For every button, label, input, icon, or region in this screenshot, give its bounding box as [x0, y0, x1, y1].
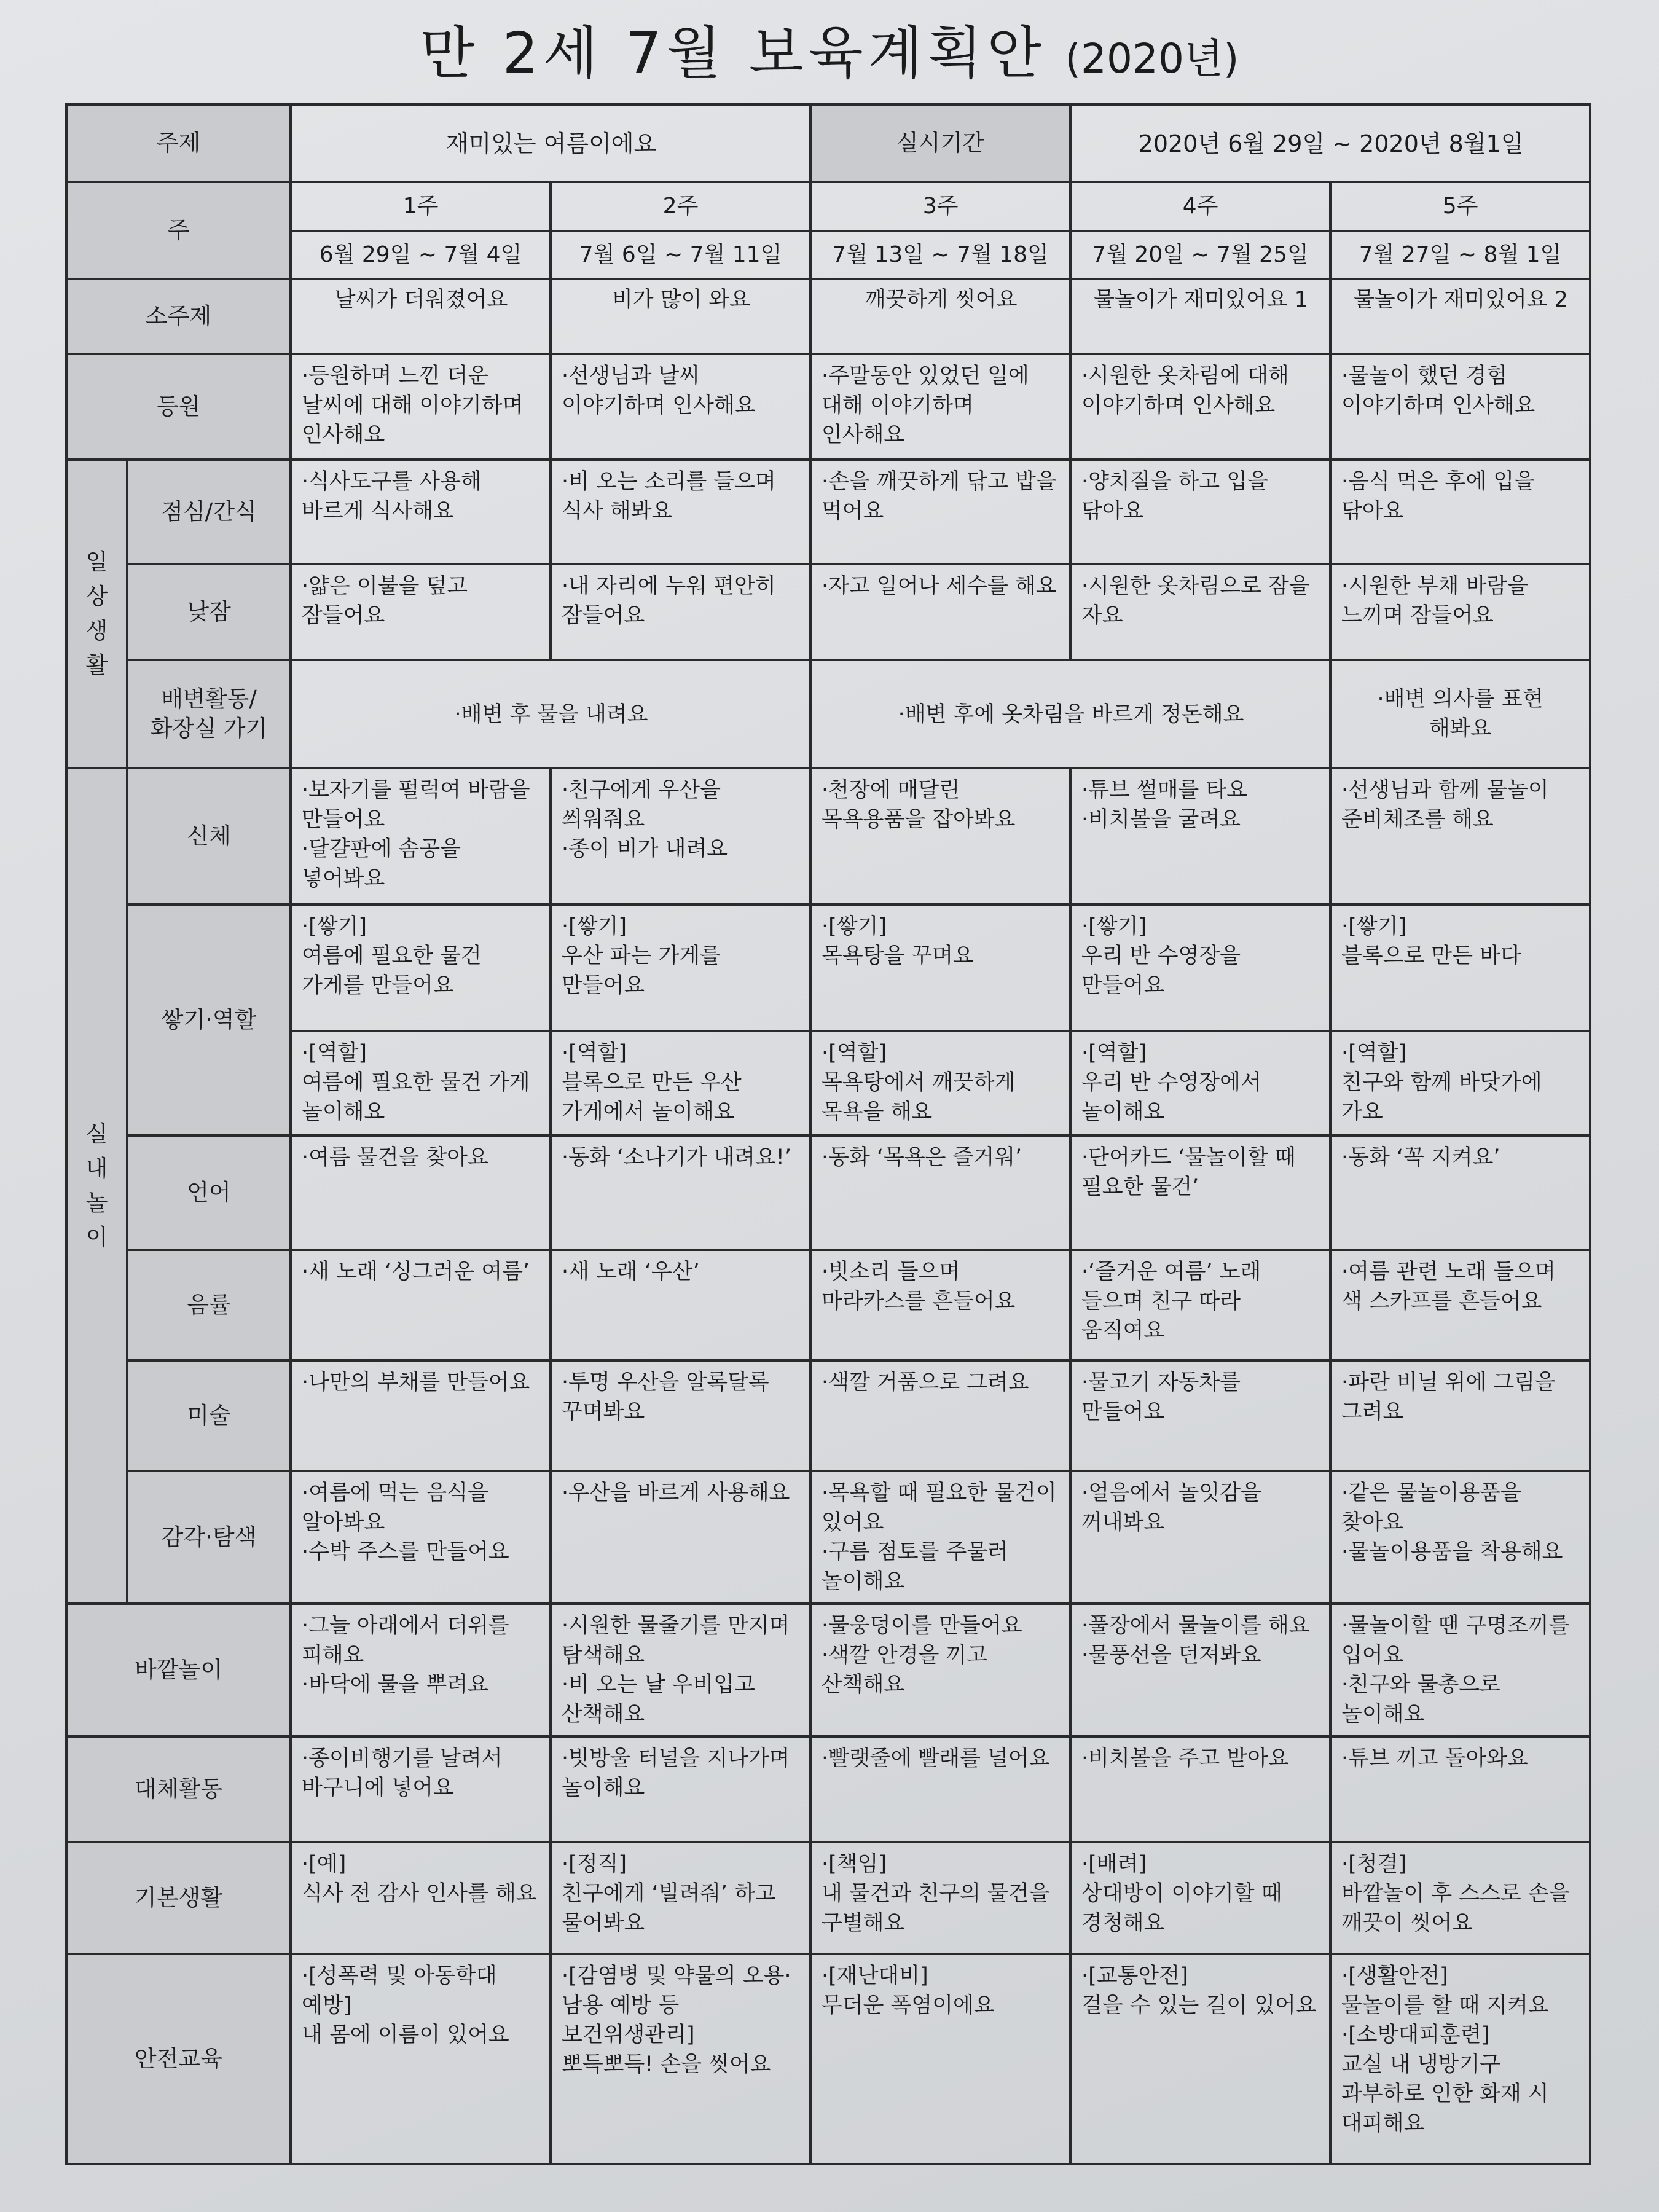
- outdoor-week-1: [291, 1604, 551, 1736]
- subtopic-label: 소주제: [66, 279, 291, 354]
- art-row: [66, 1360, 1590, 1471]
- list-item: ·색깔 거품으로 그려요: [822, 1370, 1029, 1395]
- list-item: ·빗방울 터널을 지나가며 놀이해요: [562, 1746, 790, 1800]
- music-week-3: [810, 1250, 1070, 1360]
- category-char: 일: [85, 549, 108, 575]
- blocks-role-label: 쌓기·역할: [127, 904, 291, 1135]
- meal-week-2: [551, 460, 810, 564]
- list-item: ·[쌓기]: [1341, 914, 1407, 939]
- sensory-week-3: [810, 1471, 1070, 1604]
- list-item: ·[역할]: [1081, 1041, 1147, 1065]
- week-label: 주: [66, 182, 291, 279]
- list-item: 우리 반 수영장을 만들어요: [1081, 944, 1241, 998]
- list-item: ·비 오는 소리를 들으며 식사 해봐요: [562, 469, 776, 524]
- list-item: ·구름 점토를 주물러 놀이해요: [822, 1540, 1008, 1594]
- category-char: 생: [85, 618, 108, 644]
- list-item: 친구와 함께 바닷가에 가요: [1341, 1070, 1542, 1124]
- list-item: ·[쌓기]: [562, 914, 627, 939]
- arrival-week-1: [291, 354, 551, 460]
- list-item: ·물풍선을 던져봐요: [1081, 1643, 1261, 1668]
- week-3-dates: 7월 13일 ~ 7월 18일: [810, 231, 1070, 279]
- arrival-week-5: [1330, 354, 1590, 460]
- list-item: 뽀득뽀득! 손을 씻어요: [562, 2052, 771, 2077]
- list-item: ·내 자리에 누워 편안히 잠들어요: [562, 574, 776, 628]
- list-item: ·동화 ‘소나기가 내려요!’: [562, 1145, 791, 1170]
- physical-row: [66, 768, 1590, 904]
- page-title: [0, 14, 1659, 93]
- list-item: 내 몸에 이름이 있어요: [302, 2023, 509, 2047]
- list-item: ·동화 ‘꼭 지켜요’: [1341, 1145, 1500, 1170]
- art-week-1: [291, 1360, 551, 1471]
- list-item: ·종이 비가 내려요: [562, 837, 728, 861]
- role-row: [66, 1031, 1590, 1135]
- list-item: 친구에게 ‘빌려줘’ 하고 물어봐요: [562, 1881, 776, 1936]
- list-item: ·시원한 옷차림에 대해 이야기하며 인사해요: [1081, 364, 1289, 418]
- meal-week-3: [810, 460, 1070, 564]
- sensory-week-2: [551, 1471, 810, 1604]
- sensory-week-5: [1330, 1471, 1590, 1604]
- list-item: ·친구에게 우산을 씌워줘요: [562, 778, 721, 832]
- list-item: ·[역할]: [822, 1041, 887, 1065]
- subtopic-2: 비가 많이 와요: [551, 279, 810, 354]
- list-item: ·시원한 물줄기를 만지며 탐색해요: [562, 1614, 790, 1668]
- nap-week-5: [1330, 564, 1590, 660]
- physical-week-1: [291, 768, 551, 904]
- list-item: 걸을 수 있는 길이 있어요: [1081, 1993, 1317, 2018]
- list-item: ·[배려]: [1081, 1852, 1147, 1877]
- list-item: ·선생님과 함께 물놀이 준비체조를 해요: [1341, 778, 1549, 832]
- safety-week-1: [291, 1954, 551, 2164]
- toilet-label: [127, 660, 291, 768]
- basic-life-row: [66, 1842, 1590, 1954]
- sensory-label: 감각·탐색: [127, 1471, 291, 1604]
- list-item: 블록으로 만든 바다: [1341, 944, 1521, 968]
- list-item: 내 물건과 친구의 물건을 구별해요: [822, 1881, 1050, 1936]
- alternative-week-4: [1070, 1736, 1330, 1842]
- list-item: ·[역할]: [1341, 1041, 1407, 1065]
- date-row: [66, 231, 1590, 279]
- meal-week-5: [1330, 460, 1590, 564]
- list-item: ·새 노래 ‘우산’: [562, 1260, 700, 1284]
- list-item: ·비 오는 날 우비입고 산책해요: [562, 1673, 755, 1727]
- category-char: 놀: [85, 1190, 108, 1216]
- title-main: 만 2세 7월 보육계획안: [420, 20, 1047, 86]
- list-item: ·식사도구를 사용해 바르게 식사해요: [302, 469, 482, 524]
- week-1: 1주: [291, 182, 551, 231]
- list-item: ·[쌓기]: [822, 914, 887, 939]
- meal-label: 점심/간식: [127, 460, 291, 564]
- blocks-week-2: [551, 904, 810, 1031]
- week-2: 2주: [551, 182, 810, 231]
- list-item: 무더운 폭염이에요: [822, 1993, 995, 2018]
- period-label: 실시기간: [810, 104, 1070, 182]
- nap-row: [66, 564, 1590, 660]
- art-week-2: [551, 1360, 810, 1471]
- list-item: ·여름에 먹는 음식을 알아봐요: [302, 1481, 488, 1535]
- list-item: ·양치질을 하고 입을 닦아요: [1081, 469, 1268, 524]
- blocks-week-1: [291, 904, 551, 1031]
- safety-row: [66, 1954, 1590, 2164]
- week-row: [66, 182, 1590, 231]
- list-item: ·수박 주스를 만들어요: [302, 1540, 509, 1564]
- outdoor-label: 바깥놀이: [66, 1604, 291, 1736]
- language-label: 언어: [127, 1135, 291, 1250]
- list-item: ·목욕할 때 필요한 물건이 있어요: [822, 1481, 1057, 1535]
- basic-week-2: [551, 1842, 810, 1954]
- alternative-week-1: [291, 1736, 551, 1842]
- subtopic-4: 물놀이가 재미있어요 1: [1070, 279, 1330, 354]
- list-item: ·[성폭력 및 아동학대 예방]: [302, 1964, 497, 2018]
- list-item: ·투명 우산을 알록달록 꾸며봐요: [562, 1370, 769, 1424]
- physical-week-5: [1330, 768, 1590, 904]
- list-item: 교실 내 냉방기구 과부하로 인한 화재 시 대피해요: [1341, 2052, 1549, 2136]
- role-week-5: [1330, 1031, 1590, 1135]
- list-item: ·색깔 안경을 끼고 산책해요: [822, 1643, 988, 1697]
- list-item: ·얇은 이불을 덮고 잠들어요: [302, 574, 468, 628]
- blocks-week-3: [810, 904, 1070, 1031]
- list-item: ·[쌓기]: [1081, 914, 1147, 939]
- nap-week-2: [551, 564, 810, 660]
- music-week-5: [1330, 1250, 1590, 1360]
- list-item: ·종이비행기를 날려서 바구니에 넣어요: [302, 1746, 503, 1800]
- nap-week-1: [291, 564, 551, 660]
- sensory-row: [66, 1471, 1590, 1604]
- music-week-4: [1070, 1250, 1330, 1360]
- list-item: ·자고 일어나 세수를 해요: [822, 574, 1057, 598]
- basic-life-label: 기본생활: [66, 1842, 291, 1954]
- list-item: ·물놀이할 땐 구명조끼를 입어요: [1341, 1614, 1570, 1668]
- list-item: 블록으로 만든 우산 가게에서 놀이해요: [562, 1070, 742, 1124]
- list-item: ·비치볼을 주고 받아요: [1081, 1746, 1289, 1771]
- physical-week-3: [810, 768, 1070, 904]
- physical-label: 신체: [127, 768, 291, 904]
- list-item: ·시원한 옷차림으로 잠을 자요: [1081, 574, 1310, 628]
- basic-week-5: [1330, 1842, 1590, 1954]
- art-label: 미술: [127, 1360, 291, 1471]
- music-label: 음률: [127, 1250, 291, 1360]
- list-item: ·주말동안 있었던 일에 대해 이야기하며 인사해요: [822, 364, 1029, 447]
- week-4: 4주: [1070, 182, 1330, 231]
- physical-week-2: [551, 768, 810, 904]
- sensory-week-4: [1070, 1471, 1330, 1604]
- toilet-weeks-1-2: ·배변 후 물을 내려요: [291, 660, 810, 768]
- sensory-week-1: [291, 1471, 551, 1604]
- list-item: ·손을 깨끗하게 닦고 밥을 먹어요: [822, 469, 1057, 524]
- list-item: ·[교통안전]: [1081, 1964, 1188, 1988]
- category-char: 상: [85, 583, 108, 610]
- week-2-dates: 7월 6일 ~ 7월 11일: [551, 231, 810, 279]
- list-item: ·나만의 부채를 만들어요: [302, 1370, 530, 1395]
- music-week-1: [291, 1250, 551, 1360]
- meal-week-4: [1070, 460, 1330, 564]
- art-week-3: [810, 1360, 1070, 1471]
- list-item: ·[역할]: [562, 1041, 627, 1065]
- list-item: ·같은 물놀이용품을 찾아요: [1341, 1481, 1521, 1535]
- list-item: ·파란 비닐 위에 그림을 그려요: [1341, 1370, 1556, 1424]
- list-item: ·[생활안전]: [1341, 1964, 1448, 1988]
- toilet-week-5: ·배변 의사를 표현 해봐요: [1330, 660, 1590, 768]
- list-item: ·[역할]: [302, 1041, 367, 1065]
- alternative-row: [66, 1736, 1590, 1842]
- subtopic-5: 물놀이가 재미있어요 2: [1330, 279, 1590, 354]
- list-item: ·풀장에서 물놀이를 해요: [1081, 1614, 1310, 1638]
- list-item: 식사 전 감사 인사를 해요: [302, 1881, 537, 1906]
- safety-week-5: [1330, 1954, 1590, 2164]
- outdoor-row: [66, 1604, 1590, 1736]
- list-item: ·얼음에서 놀잇감을 꺼내봐요: [1081, 1481, 1261, 1535]
- list-item: ·우산을 바르게 사용해요: [562, 1481, 790, 1505]
- week-1-dates: 6월 29일 ~ 7월 4일: [291, 231, 551, 279]
- role-week-4: [1070, 1031, 1330, 1135]
- outdoor-week-3: [810, 1604, 1070, 1736]
- week-4-dates: 7월 20일 ~ 7월 25일: [1070, 231, 1330, 279]
- nap-week-3: [810, 564, 1070, 660]
- alternative-week-3: [810, 1736, 1070, 1842]
- outdoor-week-5: [1330, 1604, 1590, 1736]
- nap-label: 낮잠: [127, 564, 291, 660]
- language-row: [66, 1135, 1590, 1250]
- basic-week-3: [810, 1842, 1070, 1954]
- toilet-label-line2: 화장실 가기: [150, 715, 268, 742]
- music-week-2: [551, 1250, 810, 1360]
- list-item: ·천장에 매달린 목욕용품을 잡아봐요: [822, 778, 1016, 832]
- meal-week-1: [291, 460, 551, 564]
- basic-week-1: [291, 1842, 551, 1954]
- topic-row: [66, 104, 1590, 182]
- outdoor-week-4: [1070, 1604, 1330, 1736]
- category-char: 이: [85, 1224, 108, 1250]
- topic-label: 주제: [66, 104, 291, 182]
- safety-week-4: [1070, 1954, 1330, 2164]
- alternative-week-2: [551, 1736, 810, 1842]
- list-item: ·비치볼을 굴려요: [1081, 807, 1241, 832]
- blocks-week-5: [1330, 904, 1590, 1031]
- topic-value: 재미있는 여름이에요: [291, 104, 810, 182]
- list-item: ·[예]: [302, 1852, 347, 1877]
- role-week-2: [551, 1031, 810, 1135]
- list-item: ·달걀판에 솜공을 넣어봐요: [302, 837, 461, 891]
- week-5-dates: 7월 27일 ~ 8월 1일: [1330, 231, 1590, 279]
- list-item: ·여름 물건을 찾아요: [302, 1145, 488, 1170]
- list-item: ·물고기 자동차를 만들어요: [1081, 1370, 1241, 1424]
- toilet-row: [66, 660, 1590, 768]
- list-item: ·새 노래 ‘싱그러운 여름’: [302, 1260, 530, 1284]
- basic-week-4: [1070, 1842, 1330, 1954]
- category-indoor-play: [66, 768, 127, 1604]
- blocks-row: [66, 904, 1590, 1031]
- list-item: ·친구와 물총으로 놀이해요: [1341, 1673, 1500, 1727]
- music-row: [66, 1250, 1590, 1360]
- language-week-1: [291, 1135, 551, 1250]
- alternative-week-5: [1330, 1736, 1590, 1842]
- list-item: 우산 파는 가게를 만들어요: [562, 944, 721, 998]
- list-item: 목욕탕에서 깨끗하게 목욕을 해요: [822, 1070, 1016, 1124]
- role-week-1: [291, 1031, 551, 1135]
- safety-week-3: [810, 1954, 1070, 2164]
- list-item: ·선생님과 날씨 이야기하며 인사해요: [562, 364, 756, 418]
- art-week-5: [1330, 1360, 1590, 1471]
- list-item: ·[소방대피훈련]: [1341, 2023, 1490, 2047]
- subtopic-1: 날씨가 더워졌어요: [291, 279, 551, 354]
- period-value: 2020년 6월 29일 ~ 2020년 8월1일: [1070, 104, 1590, 182]
- arrival-week-2: [551, 354, 810, 460]
- list-item: ·물놀이용품을 착용해요: [1341, 1540, 1563, 1564]
- arrival-week-4: [1070, 354, 1330, 460]
- blocks-week-4: [1070, 904, 1330, 1031]
- language-week-2: [551, 1135, 810, 1250]
- arrival-label: 등원: [66, 354, 291, 460]
- plan-table: [65, 103, 1591, 2165]
- language-week-4: [1070, 1135, 1330, 1250]
- role-week-3: [810, 1031, 1070, 1135]
- list-item: ·물놀이 했던 경험 이야기하며 인사해요: [1341, 364, 1535, 418]
- list-item: ·동화 ‘목욕은 즐거워’: [822, 1145, 1022, 1170]
- list-item: ·[청결]: [1341, 1852, 1407, 1877]
- language-week-5: [1330, 1135, 1590, 1250]
- alternative-label: 대체활동: [66, 1736, 291, 1842]
- category-char: 실: [85, 1121, 108, 1147]
- list-item: ·보자기를 펄럭여 바람을 만들어요: [302, 778, 530, 832]
- list-item: ·[정직]: [562, 1852, 627, 1877]
- list-item: ·빗소리 들으며 마라카스를 흔들어요: [822, 1260, 1016, 1314]
- category-daily-life: [66, 460, 127, 768]
- subtopic-3: 깨끗하게 씻어요: [810, 279, 1070, 354]
- list-item: ·빨랫줄에 빨래를 널어요: [822, 1746, 1050, 1771]
- language-week-3: [810, 1135, 1070, 1250]
- week-3: 3주: [810, 182, 1070, 231]
- toilet-weeks-3-4: ·배변 후에 옷차림을 바르게 정돈해요: [810, 660, 1330, 768]
- category-char: 내: [85, 1155, 108, 1182]
- list-item: 바깥놀이 후 스스로 손을 깨끗이 씻어요: [1341, 1881, 1570, 1936]
- list-item: ·튜브 썰매를 타요: [1081, 778, 1248, 802]
- list-item: 목욕탕을 꾸며요: [822, 944, 974, 968]
- meal-row: [66, 460, 1590, 564]
- list-item: 물놀이를 할 때 지켜요: [1341, 1993, 1549, 2018]
- safety-label: 안전교육: [66, 1954, 291, 2164]
- list-item: 여름에 필요한 물건 가게 놀이해요: [302, 1070, 530, 1124]
- list-item: 상대방이 이야기할 때 경청해요: [1081, 1881, 1282, 1936]
- physical-week-4: [1070, 768, 1330, 904]
- list-item: ·‘즐거운 여름’ 노래 들으며 친구 따라 움직여요: [1081, 1260, 1261, 1343]
- list-item: ·[재난대비]: [822, 1964, 928, 1988]
- title-year: (2020년): [1065, 35, 1239, 82]
- list-item: ·시원한 부채 바람을 느끼며 잠들어요: [1341, 574, 1528, 628]
- list-item: ·튜브 끼고 돌아와요: [1341, 1746, 1528, 1771]
- list-item: ·[쌓기]: [302, 914, 367, 939]
- list-item: ·그늘 아래에서 더위를 피해요: [302, 1614, 509, 1668]
- safety-week-2: [551, 1954, 810, 2164]
- list-item: ·여름 관련 노래 들으며 색 스카프를 흔들어요: [1341, 1260, 1556, 1314]
- list-item: ·등원하며 느낀 더운 날씨에 대해 이야기하며 인사해요: [302, 364, 524, 447]
- toilet-label-line1: 배변활동/: [161, 686, 257, 712]
- arrival-row: [66, 354, 1590, 460]
- list-item: ·물웅덩이를 만들어요: [822, 1614, 1022, 1638]
- list-item: 여름에 필요한 물건 가게를 만들어요: [302, 944, 482, 998]
- category-char: 활: [85, 652, 108, 678]
- outdoor-week-2: [551, 1604, 810, 1736]
- week-5: 5주: [1330, 182, 1590, 231]
- list-item: ·바닥에 물을 뿌려요: [302, 1673, 488, 1697]
- art-week-4: [1070, 1360, 1330, 1471]
- arrival-week-3: [810, 354, 1070, 460]
- nap-week-4: [1070, 564, 1330, 660]
- subtopic-row: [66, 279, 1590, 354]
- list-item: ·단어카드 ‘물놀이할 때 필요한 물건’: [1081, 1145, 1296, 1199]
- list-item: ·[책임]: [822, 1852, 887, 1877]
- list-item: ·음식 먹은 후에 입을 닦아요: [1341, 469, 1535, 524]
- list-item: 우리 반 수영장에서 놀이해요: [1081, 1070, 1261, 1124]
- list-item: ·[감염병 및 약물의 오용·남용 예방 등 보건위생관리]: [562, 1964, 791, 2047]
